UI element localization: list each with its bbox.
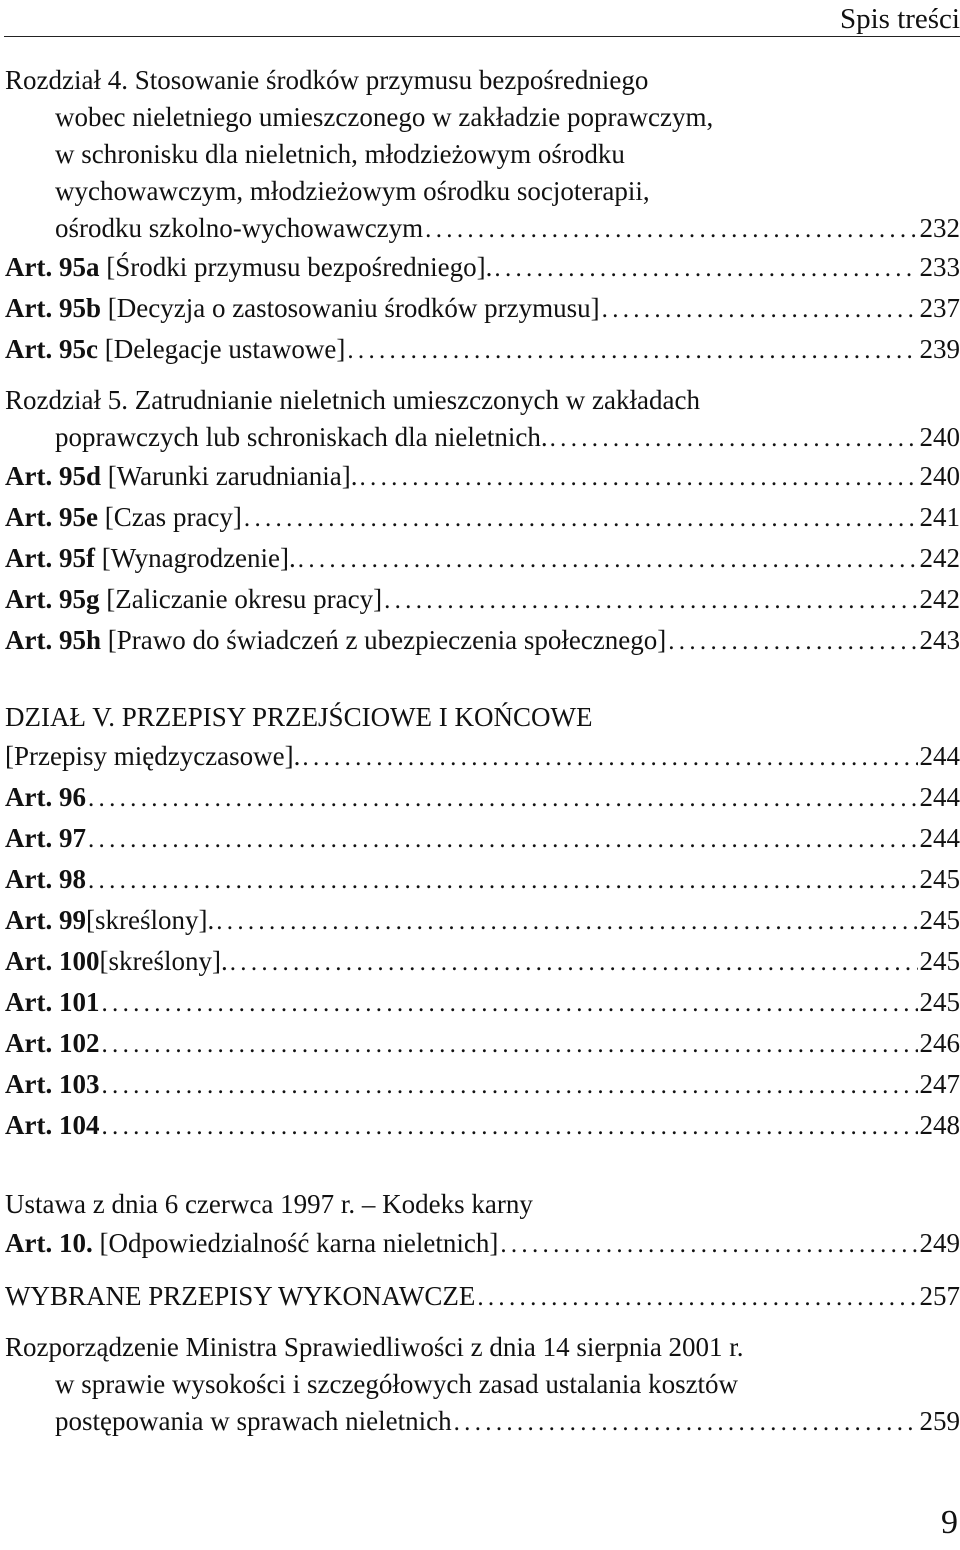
toc-entry-page: 232 xyxy=(919,213,960,243)
toc-article-number: 95a xyxy=(58,252,100,282)
toc-entry[interactable] xyxy=(5,1023,960,1064)
toc-entry[interactable] xyxy=(5,456,960,497)
toc-entry[interactable] xyxy=(5,579,960,620)
toc-article-number: Art. 99 xyxy=(5,905,86,935)
toc-entry-page: 240 xyxy=(919,422,960,452)
toc-entry-page: 248 xyxy=(919,1110,960,1140)
toc-entry-title: [Zaliczanie okresu pracy] xyxy=(106,584,383,614)
toc-heading-text: Rozdział 4. Stosowanie środków przymusu bezpośredniego xyxy=(5,65,649,95)
toc-entry-title: WYBRANE PRZEPISY WYKONAWCZE xyxy=(5,1281,476,1311)
toc-entry[interactable] xyxy=(5,1223,960,1264)
toc-entry-title: postępowania w sprawach nieletnich xyxy=(55,1406,452,1436)
toc-entry-page: 241 xyxy=(919,502,960,532)
toc-article-number: 95c xyxy=(58,334,98,364)
toc-entry-title: [skreślony]. xyxy=(99,946,228,976)
toc-entry-title: [skreślony]. xyxy=(85,905,215,935)
leader-dots xyxy=(384,580,917,621)
toc-entry[interactable] xyxy=(5,982,960,1023)
toc-entry-title: [Środki przymusu bezpośredniego]. xyxy=(106,252,493,282)
toc-entry-page: 246 xyxy=(919,1028,960,1058)
leader-dots xyxy=(477,1277,917,1318)
toc-entry[interactable] xyxy=(5,777,960,818)
page-number: 9 xyxy=(941,1504,958,1541)
toc-entry[interactable] xyxy=(5,900,960,941)
leader-dots xyxy=(500,1224,917,1265)
toc-entry-title: [Prawo do świadczeń z ubezpieczenia społecznego] xyxy=(107,625,667,655)
toc-entry-page: 240 xyxy=(919,461,960,491)
toc-entry-page: 249 xyxy=(919,1228,960,1258)
toc-heading-text: wychowawczym, młodzieżowym ośrodku socjoterapii, xyxy=(55,176,650,206)
leader-dots xyxy=(88,778,918,819)
toc-division-heading xyxy=(5,699,960,736)
leader-dots xyxy=(101,1106,917,1147)
leader-dots xyxy=(230,942,918,983)
toc-entry-page: 245 xyxy=(919,987,960,1017)
toc-heading-line xyxy=(5,62,960,99)
toc-entry-page: 242 xyxy=(919,543,960,573)
toc-article-number: Art. 104 xyxy=(5,1110,100,1140)
toc-article-label: Art. xyxy=(5,584,53,614)
toc-article-label: Art. xyxy=(5,502,53,532)
toc-entry-page: 243 xyxy=(919,625,960,655)
toc-entry[interactable] xyxy=(5,288,960,329)
toc-heading-text: w schronisku dla nieletnich, młodzieżowym ośrodku xyxy=(55,139,625,169)
toc-article-label: Art. xyxy=(5,293,53,323)
toc-heading-line xyxy=(5,173,960,210)
toc-article-number: Art. 103 xyxy=(5,1069,100,1099)
toc-entry-page: 244 xyxy=(919,782,960,812)
toc-heading-line xyxy=(5,136,960,173)
leader-dots xyxy=(101,983,917,1024)
toc-entry-title: [Przepisy międzyczasowe]. xyxy=(5,741,301,771)
toc-article-number: Art. 98 xyxy=(5,864,86,894)
toc-article-number: 95e xyxy=(58,502,98,532)
leader-dots xyxy=(302,737,917,778)
toc-article-number: Art. 96 xyxy=(5,782,86,812)
toc-article-number: 95d xyxy=(58,461,102,491)
toc-entry[interactable] xyxy=(5,620,960,661)
toc-entry-title: [Warunki zarudniania]. xyxy=(107,461,358,491)
toc-heading-text: wobec nieletniego umieszczonego w zakładzie poprawczym, xyxy=(55,102,714,132)
toc-article-number: Art. 102 xyxy=(5,1028,100,1058)
leader-dots xyxy=(347,330,917,371)
toc-heading-line xyxy=(5,99,960,136)
leader-dots xyxy=(359,457,917,498)
toc-entry-page: 257 xyxy=(919,1281,960,1311)
toc-entry[interactable] xyxy=(5,736,960,777)
toc-entry-title: poprawczych lub schroniskach dla nieletnich. xyxy=(55,422,548,452)
leader-dots xyxy=(244,498,918,539)
toc-heading-text: Ustawa z dnia 6 czerwca 1997 r. – Kodeks karny xyxy=(5,1189,533,1219)
toc-entry[interactable] xyxy=(5,1403,960,1440)
toc-entry[interactable] xyxy=(5,1276,960,1317)
toc-entry-page: 259 xyxy=(919,1406,960,1436)
toc-entry[interactable] xyxy=(5,1105,960,1146)
toc-entry-page: 245 xyxy=(919,864,960,894)
toc-article-number: 95h xyxy=(58,625,102,655)
toc-article-number: 95b xyxy=(58,293,102,323)
toc-article-number: Art. 100 xyxy=(5,946,100,976)
leader-dots xyxy=(668,621,917,662)
toc-article-number: Art. 101 xyxy=(5,987,100,1017)
toc-article-label: Art. xyxy=(5,543,53,573)
toc-article-label: Art. xyxy=(5,252,53,282)
toc-entry[interactable] xyxy=(5,941,960,982)
toc-entry[interactable] xyxy=(5,818,960,859)
toc-article-label: Art. xyxy=(5,625,53,655)
leader-dots xyxy=(602,289,918,330)
leader-dots xyxy=(216,901,917,942)
toc-entry-title: ośrodku szkolno-wychowawczym xyxy=(55,213,424,243)
toc-heading-line xyxy=(5,1366,960,1403)
toc-entry-page: 245 xyxy=(919,905,960,935)
toc-entry-page: 244 xyxy=(919,741,960,771)
toc-heading-line xyxy=(5,382,960,419)
toc-heading-line xyxy=(5,1186,960,1223)
toc-entry[interactable] xyxy=(5,859,960,900)
toc-entry-page: 233 xyxy=(919,252,960,282)
leader-dots xyxy=(550,420,918,457)
leader-dots xyxy=(101,1024,917,1065)
toc-entry-page: 237 xyxy=(919,293,960,323)
toc-entry-page: 247 xyxy=(919,1069,960,1099)
toc-heading-text: Rozporządzenie Ministra Sprawiedliwości z dnia 14 sierpnia 2001 r. xyxy=(5,1332,744,1362)
leader-dots xyxy=(454,1404,918,1441)
toc-article-label: Art. xyxy=(5,334,53,364)
toc-heading-text: DZIAŁ V. PRZEPISY PRZEJŚCIOWE I KOŃCOWE xyxy=(5,702,593,732)
toc-article-number: Art. 97 xyxy=(5,823,86,853)
toc-article-label: Art. 10. xyxy=(5,1228,93,1258)
table-of-contents xyxy=(5,62,960,1440)
toc-entry-title: [Decyzja o zastosowaniu środków przymusu] xyxy=(107,293,600,323)
leader-dots xyxy=(425,211,917,248)
leader-dots xyxy=(101,1065,917,1106)
toc-entry[interactable] xyxy=(5,210,960,247)
toc-entry[interactable] xyxy=(5,329,960,370)
toc-entry-title: [Czas pracy] xyxy=(104,502,242,532)
toc-entry-title: [Wynagrodzenie]. xyxy=(101,543,296,573)
running-header xyxy=(4,2,960,37)
toc-entry-page: 242 xyxy=(919,584,960,614)
leader-dots xyxy=(88,860,918,901)
running-header-title: Spis treści xyxy=(839,3,960,35)
toc-article-number: 95f xyxy=(58,543,95,573)
toc-entry[interactable] xyxy=(5,1064,960,1105)
toc-heading-line xyxy=(5,1329,960,1366)
leader-dots xyxy=(88,819,918,860)
leader-dots xyxy=(494,248,917,289)
toc-entry-page: 239 xyxy=(919,334,960,364)
toc-heading-text: w sprawie wysokości i szczegółowych zasad ustalania kosztów xyxy=(55,1369,739,1399)
toc-article-label: Art. xyxy=(5,461,53,491)
leader-dots xyxy=(298,539,918,580)
toc-entry-page: 245 xyxy=(919,946,960,976)
toc-entry-page: 244 xyxy=(919,823,960,853)
toc-entry[interactable] xyxy=(5,419,960,456)
toc-entry[interactable] xyxy=(5,538,960,579)
toc-entry-title: [Odpowiedzialność karna nieletnich] xyxy=(99,1228,499,1258)
toc-entry-title: [Delegacje ustawowe] xyxy=(104,334,346,364)
toc-article-number: 95g xyxy=(58,584,100,614)
toc-entry[interactable] xyxy=(5,497,960,538)
toc-heading-text: Rozdział 5. Zatrudnianie nieletnich umieszczonych w zakładach xyxy=(5,385,700,415)
toc-entry[interactable] xyxy=(5,247,960,288)
